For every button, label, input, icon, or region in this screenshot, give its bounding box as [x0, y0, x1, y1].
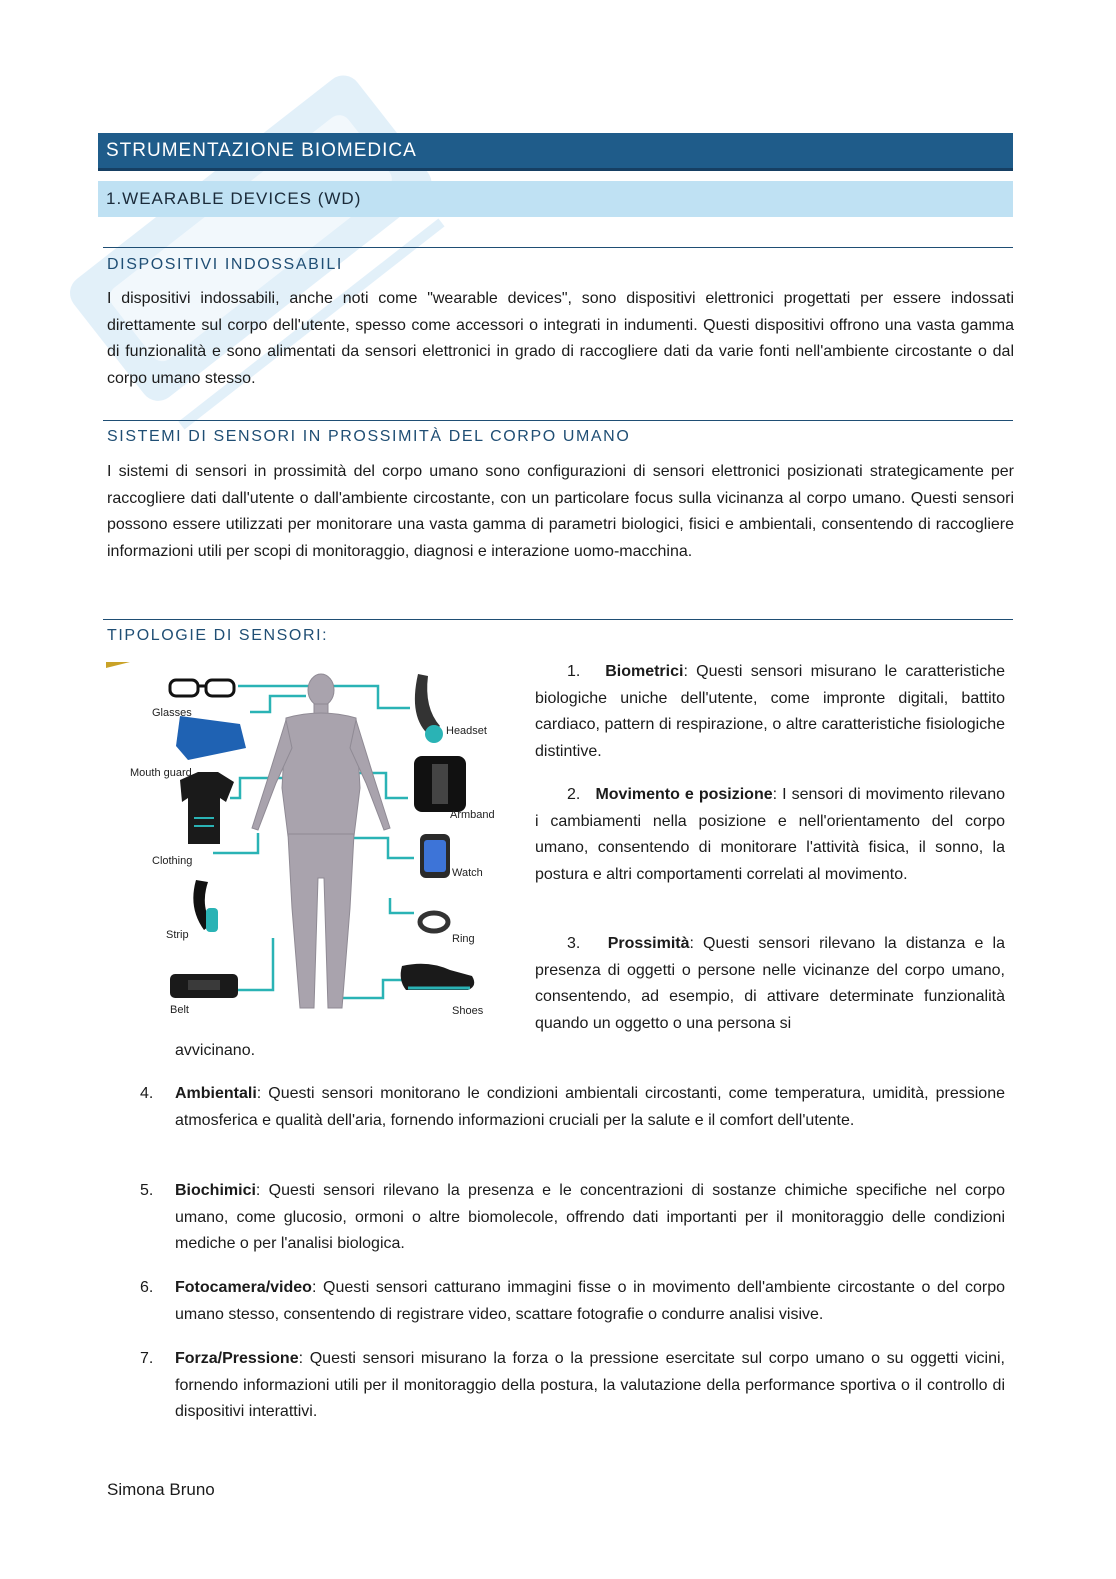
sensor-item-4 — [140, 1081, 1005, 1134]
watermark-graphic — [20, 40, 500, 460]
sensor-item-term: Fotocamera/video — [175, 1279, 312, 1296]
sensor-item-number: 2. — [567, 786, 581, 803]
figure-label-ring: Ring — [452, 933, 475, 945]
shoes-icon — [401, 964, 475, 990]
mouth-guard-icon — [176, 716, 246, 760]
sensor-item-term: Forza/Pressione — [175, 1350, 299, 1367]
figure-label-headset: Headset — [446, 725, 487, 737]
sensor-item-text: : Questi sensori misurano la forza o la pressione esercitate sul corpo umano o su oggetti vicini, fornendo informazioni utili per il monitoraggio della postura, la valutazione della performance sportiva o il controllo di dispositivi interattivi. — [175, 1350, 1005, 1420]
figure-label-belt: Belt — [170, 1004, 189, 1016]
figure-label-clothing: Clothing — [152, 855, 193, 867]
sensor-item-6 — [140, 1275, 1005, 1328]
figure-label-watch: Watch — [452, 867, 483, 879]
accent-mark-icon — [106, 662, 130, 670]
clothing-icon — [180, 772, 234, 844]
section-divider — [103, 420, 1013, 421]
sensor-item-text: : Questi sensori rilevano la distanza e la presenza di oggetti o persone nelle vicinanze del corpo umano, consentendo, ad esempio, di attivare determinate funzionalità quando un oggetto o una persona si — [535, 935, 1005, 1032]
section-divider — [103, 619, 1013, 620]
sensor-item-term: Biometrici — [605, 663, 684, 680]
sensor-item-number: 6. — [140, 1279, 154, 1296]
figure-label-mouth-guard: Mouth guard — [130, 767, 192, 779]
section-title-dispositivi: DISPOSITIVI INDOSSABILI — [107, 256, 343, 273]
sensor-item-3-continuation: avvicinano. — [175, 1042, 256, 1059]
glasses-icon — [170, 680, 234, 696]
figure-label-strip: Strip — [166, 929, 189, 941]
sensor-item-7 — [140, 1346, 1005, 1426]
ring-icon — [420, 913, 448, 931]
sensor-item-1 — [535, 659, 1005, 765]
sensor-item-text: : Questi sensori catturano immagini fisse o in movimento dell'ambiente circostante o del corpo umano stesso, consentendo di registrare video, scattare fotografie o condurre analisi visive. — [175, 1279, 1005, 1323]
section-title-tipologie: TIPOLOGIE DI SENSORI: — [107, 627, 329, 644]
sensor-item-term: Ambientali — [175, 1085, 257, 1102]
section-divider — [103, 247, 1013, 248]
sensor-item-term: Biochimici — [175, 1182, 256, 1199]
sensor-item-5 — [140, 1178, 1005, 1258]
sensor-item-text: : Questi sensori misurano le caratteristiche biologiche uniche dell'utente, come impronte digitali, battito cardiaco, pattern di respirazione, o altre caratteristiche fisiologiche distintive. — [535, 663, 1005, 760]
wearable-devices-figure — [128, 668, 500, 1024]
sensor-item-3 — [535, 931, 1005, 1037]
section-paragraph-dispositivi: I dispositivi indossabili, anche noti come "wearable devices", sono dispositivi elettronici progettati per essere indossati direttamente sul corpo dell'utente, spesso come accessori o integrati in indumenti. Questi dispositivi offrono una vasta gamma di funzionalità e sono alimentati da sensori elettronici in grado di raccogliere dati da varie fonti nell'ambiente circostante o dal corpo umano stesso. — [107, 290, 1014, 387]
sensor-item-number: 3. — [567, 935, 581, 952]
section-paragraph-sistemi: I sistemi di sensori in prossimità del corpo umano sono configurazioni di sensori elettronici posizionati strategicamente per raccogliere dati dall'utente o dall'ambiente circostante, con un particolare focus sulla vicinanza al corpo umano. Questi sensori possono essere utilizzati per monitorare una vasta gamma di parametri biologici, fisici e ambientali, consentendo di raccogliere informazioni utili per scopi di monitoraggio, diagnosi e interazione uomo-macchina. — [107, 463, 1014, 560]
figure-label-armband: Armband — [450, 809, 495, 821]
sensor-item-text: : Questi sensori rilevano la presenza e le concentrazioni di sostanze chimiche specifiche nel corpo umano, come glucosio, ormoni o altre biomolecole, offrendo dati importanti per il monitoraggio delle condizioni mediche o per l'analisi biologica. — [175, 1182, 1005, 1252]
chapter-title: 1.WEARABLE DEVICES (WD) — [106, 189, 362, 208]
footer-author: Simona Bruno — [107, 1480, 215, 1499]
sensor-item-term: Prossimità — [607, 935, 690, 952]
sensor-item-number: 5. — [140, 1182, 154, 1199]
figure-label-glasses: Glasses — [152, 707, 192, 719]
sensor-item-text: : I sensori di movimento rilevano i cambiamenti nella posizione e nell'orientamento del corpo umano, consentendo di monitorare l'attività fisica, il sonno, la postura e altri comportamenti correlati al movimento. — [535, 786, 1005, 883]
document-title-bar — [98, 133, 1013, 171]
chapter-title-bar — [98, 181, 1013, 217]
sensor-item-term: Movimento e posizione — [595, 786, 773, 803]
sensor-item-text: : Questi sensori monitorano le condizioni ambientali circostanti, come temperatura, umidità, pressione atmosferica e qualità dell'aria, fornendo informazioni cruciali per la salute e il comfort dell'utente. — [175, 1085, 1005, 1129]
figure-label-shoes: Shoes — [452, 1005, 484, 1017]
sensor-item-number: 7. — [140, 1350, 154, 1367]
sensor-item-number: 4. — [140, 1085, 154, 1102]
sensor-item-2 — [535, 782, 1005, 888]
section-title-sistemi: SISTEMI DI SENSORI IN PROSSIMITÀ DEL CORPO UMANO — [107, 428, 631, 445]
sensor-item-number: 1. — [567, 663, 581, 680]
document-title: STRUMENTAZIONE BIOMEDICA — [106, 140, 417, 161]
